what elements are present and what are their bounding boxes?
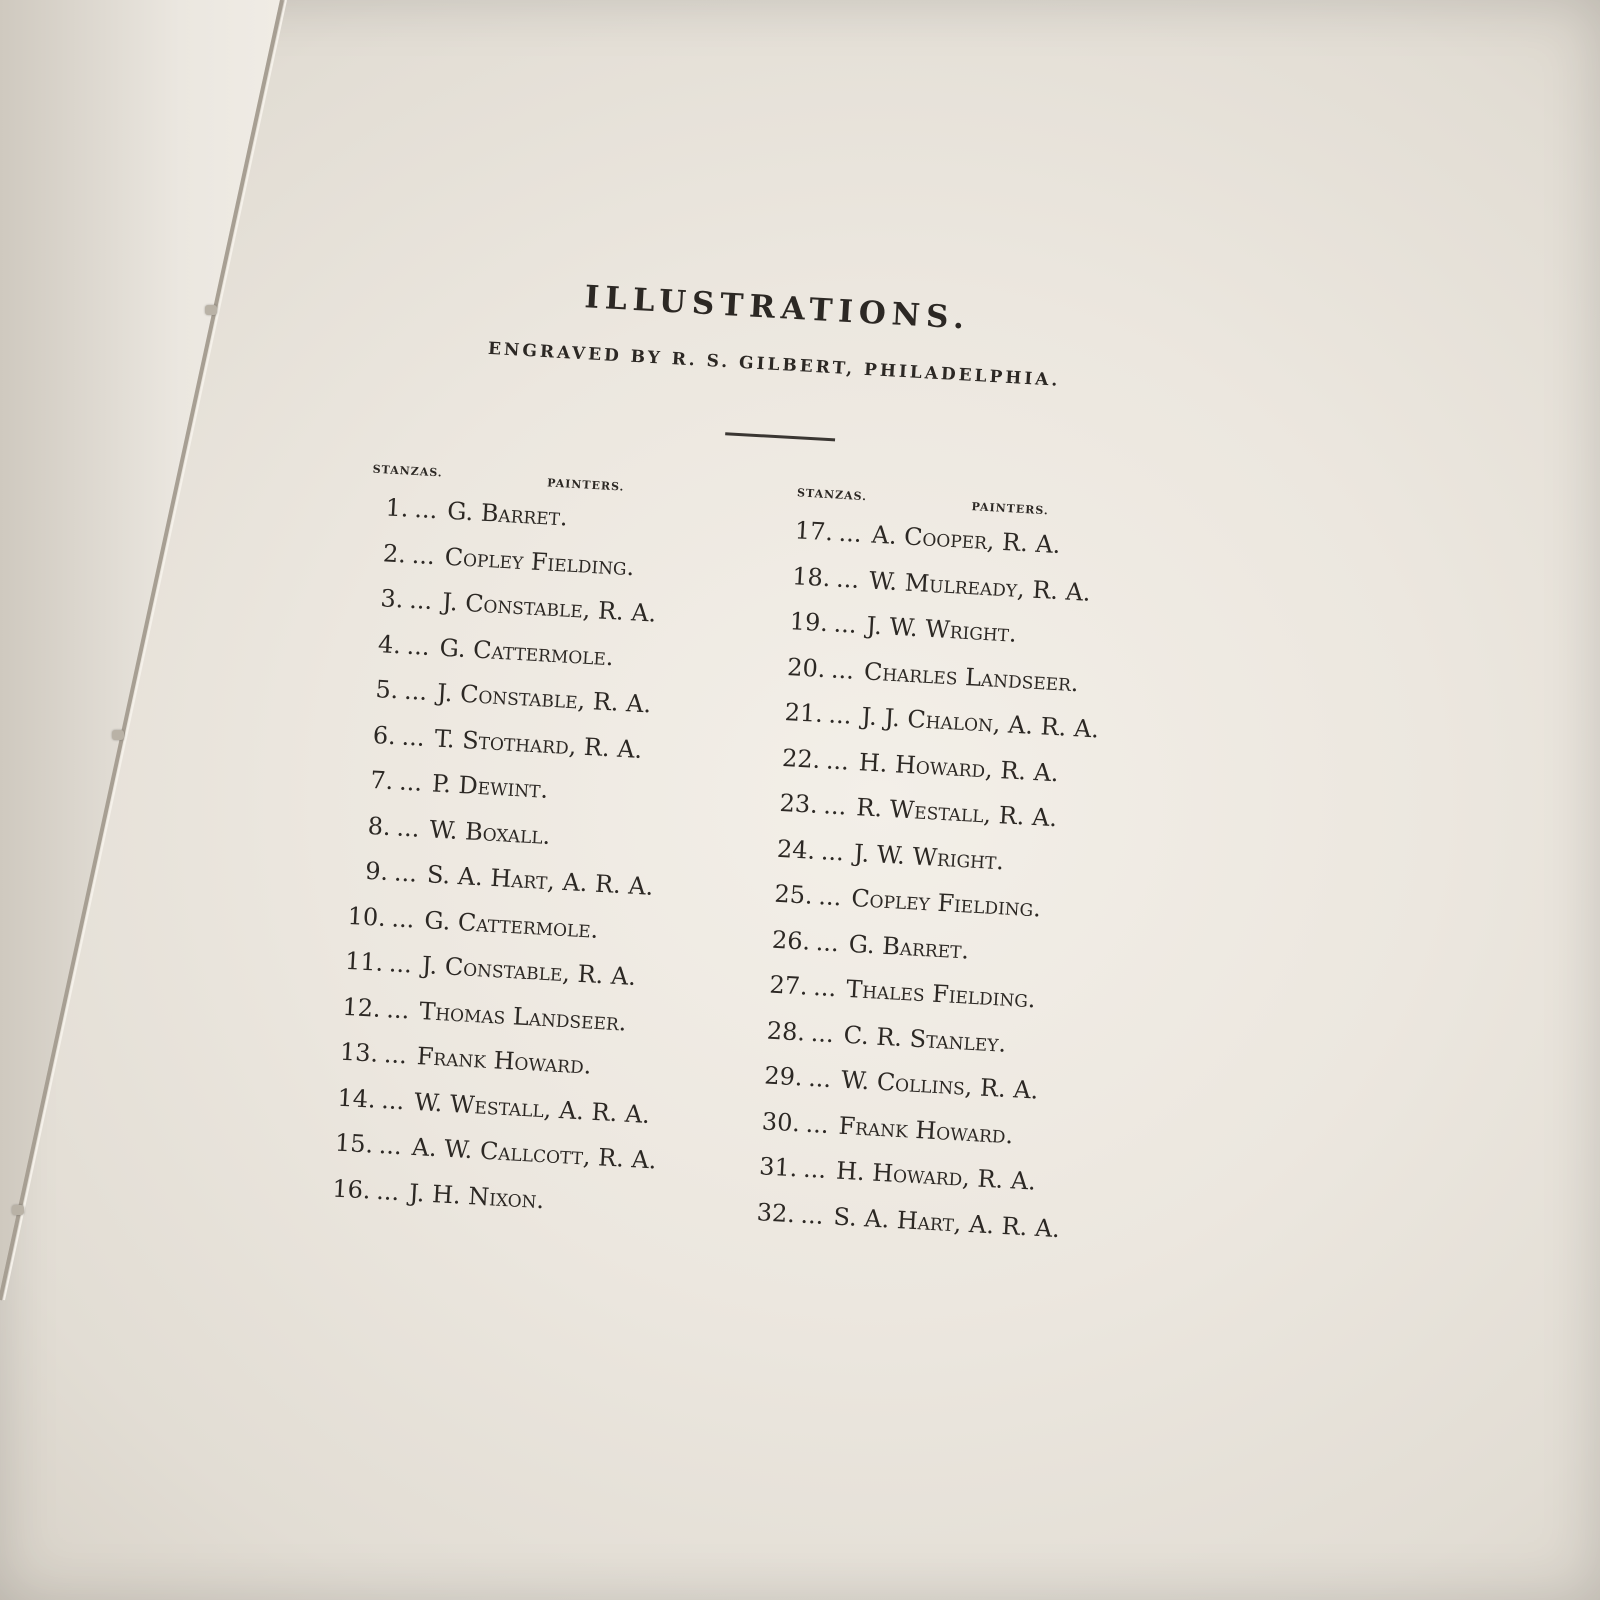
painter-name: J. J. Chalon, A. R. A.	[860, 702, 1100, 744]
stanza-number: 14.	[336, 1083, 377, 1114]
painter-name: H. Howard, R. A.	[835, 1156, 1037, 1196]
stanza-number: 9.	[364, 856, 390, 887]
painter-name: G. Barret.	[446, 496, 569, 532]
illustrations-list-page	[219, 232, 1279, 1386]
leader-dots: ...	[380, 1085, 406, 1115]
stanza-number: 27.	[768, 970, 809, 1001]
leader-dots: ...	[825, 745, 850, 776]
stanza-number: 26.	[771, 925, 811, 956]
stanza-number: 17.	[794, 516, 834, 547]
stanzas-header: STANZAS.	[372, 462, 444, 480]
stanza-number: 25.	[773, 879, 814, 910]
leader-dots: ...	[799, 1200, 825, 1230]
painter-name: Frank Howard.	[837, 1111, 1014, 1149]
painter-name: S. A. Hart, A. R. A.	[832, 1202, 1061, 1243]
leader-dots: ...	[838, 518, 863, 548]
painter-name: W. Westall, A. R. A.	[413, 1087, 651, 1129]
painter-name: S. A. Hart, A. R. A.	[426, 860, 655, 901]
painter-name: R. Westall, R. A.	[855, 793, 1058, 833]
stanza-number: 13.	[339, 1037, 380, 1068]
leader-dots: ...	[378, 1131, 403, 1161]
leader-dots: ...	[810, 1018, 835, 1048]
stanza-number: 1.	[384, 493, 410, 523]
painter-name: Copley Fielding.	[444, 542, 636, 581]
leader-dots: ...	[390, 903, 416, 934]
stanza-number: 16.	[331, 1173, 372, 1205]
leader-dots: ...	[393, 858, 418, 888]
painter-name: A. Cooper, R. A.	[870, 520, 1062, 560]
leader-dots: ...	[395, 813, 421, 843]
leader-dots: ...	[812, 973, 838, 1003]
stanza-number: 5.	[374, 675, 400, 705]
leader-dots: ...	[403, 676, 429, 706]
right-column	[755, 486, 1237, 1267]
painter-name: Frank Howard.	[416, 1041, 593, 1080]
stanza-number: 19.	[789, 607, 829, 638]
page-title: ILLUSTRATIONS.	[583, 279, 972, 337]
painter-name: C. R. Stanley.	[842, 1020, 1007, 1058]
leader-dots: ...	[388, 949, 413, 979]
painter-name: J. W. Wright.	[853, 838, 1005, 875]
stanza-number: 32.	[756, 1197, 796, 1228]
leader-dots: ...	[411, 540, 436, 570]
painter-name: J. Constable, R. A.	[441, 587, 658, 628]
painters-header: PAINTERS.	[971, 500, 1050, 518]
stanza-number: 10.	[346, 901, 387, 932]
left-column	[331, 463, 813, 1244]
stanza-number: 8.	[367, 811, 392, 841]
binding-stitch	[112, 730, 124, 740]
binding-stitch	[205, 305, 217, 315]
leader-dots: ...	[383, 1040, 408, 1070]
leader-dots: ...	[805, 1109, 830, 1139]
leader-dots: ...	[406, 631, 431, 661]
leader-dots: ...	[833, 609, 858, 639]
leader-dots: ...	[830, 655, 855, 685]
stanza-number: 20.	[786, 652, 827, 683]
painter-name: Charles Landseer.	[863, 656, 1080, 697]
page-subtitle: ENGRAVED BY R. S. GILBERT, PHILADELPHIA.	[487, 338, 1061, 391]
leader-dots: ...	[827, 700, 853, 730]
painter-name: H. Howard, R. A.	[858, 747, 1060, 787]
leader-dots: ...	[820, 836, 845, 866]
painter-name: G. Cattermole.	[438, 633, 615, 671]
painter-name: J. H. Nixon.	[408, 1178, 546, 1214]
stanza-number: 24.	[776, 834, 817, 865]
stanza-number: 6.	[372, 720, 397, 750]
painter-name: A. W. Callcott, R. A.	[411, 1132, 658, 1175]
leader-dots: ...	[375, 1176, 401, 1206]
leader-dots: ...	[398, 767, 423, 797]
stanza-number: 28.	[766, 1015, 806, 1047]
painter-name: Thomas Landseer.	[418, 996, 628, 1037]
leader-dots: ...	[817, 882, 843, 912]
painter-name: G. Cattermole.	[423, 905, 600, 944]
stanzas-header: STANZAS.	[796, 486, 868, 504]
painters-header: PAINTERS.	[546, 476, 625, 494]
painter-name: Copley Fielding.	[850, 884, 1042, 923]
painter-name: G. Barret.	[848, 929, 970, 965]
stanza-number: 21.	[783, 697, 824, 729]
leader-dots: ...	[815, 927, 840, 957]
stanza-number: 3.	[379, 584, 405, 614]
leader-dots: ...	[822, 791, 848, 821]
stanza-number: 30.	[761, 1106, 801, 1137]
painter-name: Thales Fielding.	[845, 974, 1037, 1014]
leader-dots: ...	[413, 495, 439, 525]
binding-stitch	[12, 1205, 24, 1215]
title-rule	[725, 432, 835, 441]
painter-name: J. W. Wright.	[865, 611, 1018, 648]
stanza-number: 15.	[334, 1128, 374, 1159]
painter-name: W. Collins, R. A.	[840, 1065, 1040, 1105]
painter-name: W. Boxall.	[428, 814, 552, 850]
painter-name: W. Mulready, R. A.	[868, 565, 1092, 607]
stanza-number: 31.	[758, 1152, 799, 1183]
stanza-number: 7.	[369, 765, 395, 796]
painter-name: P. Dewint.	[431, 769, 549, 804]
stanza-number: 2.	[382, 538, 407, 569]
leader-dots: ...	[401, 722, 426, 752]
painter-name: J. Constable, R. A.	[436, 678, 652, 719]
stanza-number: 22.	[781, 743, 822, 774]
stanza-number: 29.	[763, 1061, 804, 1092]
painter-name: J. Constable, R. A.	[421, 951, 637, 992]
leader-dots: ...	[802, 1154, 827, 1184]
leader-dots: ...	[408, 585, 434, 616]
leader-dots: ...	[835, 564, 860, 594]
stanza-number: 4.	[377, 629, 402, 659]
stanza-number: 12.	[341, 992, 382, 1023]
painter-name: T. Stothard, R. A.	[433, 723, 644, 764]
leader-dots: ...	[385, 994, 411, 1024]
leader-dots: ...	[807, 1063, 833, 1094]
stanza-number: 11.	[344, 946, 385, 977]
stanza-number: 18.	[791, 561, 832, 592]
stanza-number: 23.	[778, 788, 819, 819]
